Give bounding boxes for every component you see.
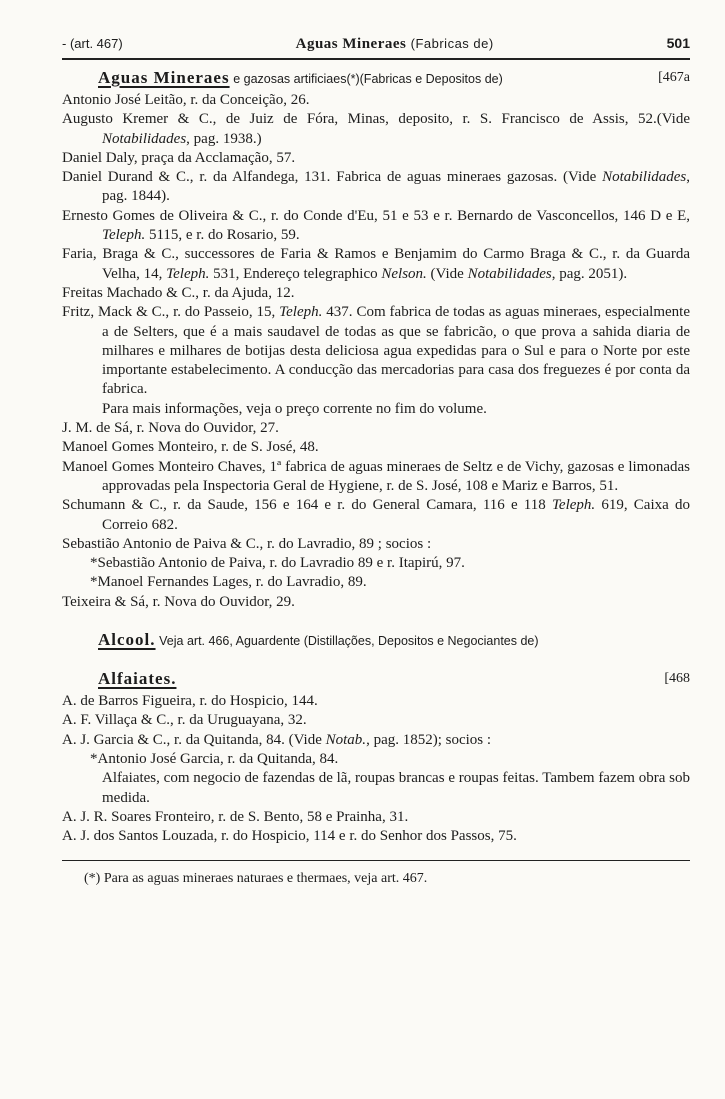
entry-text: Augusto Kremer & C., de Juiz de Fóra, Minas, deposito, r. S. Francisco de Assis, 52.(Vide [62, 111, 690, 128]
section-heading-alfaiates [62, 669, 690, 690]
entry-text: , pag. 2051). [551, 265, 628, 282]
directory-entry: Sebastião Antonio de Paiva & C., r. do Lavradio, 89 ; socios : [62, 535, 432, 552]
header-title-main: Aguas Mineraes [295, 36, 407, 52]
directory-entry: Manoel Gomes Monteiro, r. de S. José, 48. [62, 439, 319, 456]
directory-entry: Daniel Daly, praça da Acclamação, 57. [62, 149, 296, 166]
entry-text: Fritz, Mack & C., r. do Passeio, 15, [62, 304, 280, 321]
entry-text: Daniel Durand & C., r. da Alfandega, 131. Fabrica de aguas mineraes gazosas. (Vide [62, 169, 603, 186]
directory-entry: Teixeira & Sá, r. Nova do Ouvidor, 29. [62, 593, 295, 610]
entry-italic: Notabilidades [602, 169, 687, 186]
socio-entry: *Manoel Fernandes Lages, r. do Lavradio, 89. [90, 574, 367, 591]
directory-entry [62, 731, 690, 750]
entry-text: Ernesto Gomes de Oliveira & C., r. do Conde d'Eu, 51 e 53 e r. Bernardo de Vasconcellos, 146 D e E, [62, 207, 690, 224]
directory-entry [62, 110, 690, 149]
running-header [62, 30, 690, 56]
entry-text: (Vide [426, 265, 468, 282]
directory-entry: Antonio José Leitão, r. da Conceição, 26. [62, 92, 310, 108]
entry-italic: Teleph. [279, 304, 323, 321]
entry-text: Faria, Braga & C., successores de Faria & Ramos e Benjamim do Carmo Braga & C., r. da Guarda Velha, 14, [62, 246, 690, 282]
section-number: [468 [664, 671, 690, 687]
entry-text: 5115, e r. do Rosario, 59. [145, 227, 300, 244]
section-description: Veja art. 466, Aguardente (Distillações, Depositos e Negociantes de) [159, 634, 539, 649]
entry-italic: Teleph. [102, 227, 146, 244]
entry-italic: Teleph. [551, 497, 596, 514]
entry-italic: Notabilidades [102, 130, 187, 147]
entry-italic: Notabilidades [467, 265, 552, 282]
directory-entry: Freitas Machado & C., r. da Ajuda, 12. [62, 284, 295, 301]
directory-entry [62, 245, 690, 284]
entry-paragraph: Alfaiates, com negocio de fazendas de lã, roupas brancas e roupas feitas. Tambem fazem obra sob medida. [102, 770, 690, 806]
entry-text: , pag. 1844). [102, 169, 690, 205]
entry-text: Schumann & C., r. da Saude, 156 e 164 e r. do General Camara, 116 e 118 [62, 497, 552, 514]
directory-entry [62, 168, 690, 207]
directory-entry: A. F. Villaça & C., r. da Uruguayana, 32. [62, 712, 307, 729]
header-article-ref: - (art. 467) [62, 36, 123, 51]
entry-italic: Teleph. [166, 265, 210, 282]
entry-italic: Nelson. [381, 265, 427, 282]
directory-entry [62, 303, 690, 399]
directory-entry: A. J. dos Santos Louzada, r. do Hospicio, 114 e r. do Senhor dos Passos, 75. [62, 828, 517, 845]
directory-entry [62, 207, 690, 246]
entries-aguas-mineraes [62, 91, 690, 612]
entries-alfaiates [62, 692, 690, 846]
section-number: [467a [658, 70, 690, 85]
section-heading-aguas-mineraes [62, 68, 690, 89]
entry-text: , pag. 1938.) [186, 130, 262, 147]
directory-entry: A. J. R. Soares Fronteiro, r. de S. Bento, 58 e Prainha, 31. [62, 808, 409, 825]
section-title: Alcool. [98, 630, 156, 650]
page [62, 30, 690, 889]
footnote: (*) Para as aguas mineraes naturaes e thermaes, veja art. 467. [84, 871, 428, 887]
entry-text: 437. Com fabrica de todas as aguas mineraes, especialmente a de Selters, que é a mais saudavel de todas as que se fabricão, o que prova a sahida diaria de milhares e milhares de botijas desta deliciosa agua expedidas para o Sul e para o Norte por este importante estabelecimento. A conducção das mercadorias para casa dos freguezes é por conta da fabrica. [102, 304, 690, 398]
entry-text: , pag. 1852); socios : [366, 731, 492, 748]
directory-entry [62, 496, 690, 535]
section-title: Aguas Mineraes [98, 68, 230, 87]
entry-paragraph: Para mais informações, veja o preço corrente no fim do volume. [102, 400, 487, 417]
directory-entry: Manoel Gomes Monteiro Chaves, 1ª fabrica de aguas mineraes de Seltz e de Vichy, gazosas e limonadas approvadas pela Inspectoria Geral de Hygiene, r. de S. José, 108 e Mariz e Barros, 51. [62, 458, 690, 494]
footnote-rule [62, 860, 690, 861]
header-title [296, 31, 494, 57]
directory-entry: J. M. de Sá, r. Nova do Ouvidor, 27. [62, 420, 279, 437]
header-title-sub: (Fabricas de) [410, 36, 494, 51]
header-rule [62, 58, 690, 60]
entry-text: 531, Endereço telegraphico [209, 265, 382, 282]
section-description: e gazosas artificiaes(*)(Fabricas e Depositos de) [233, 72, 503, 86]
directory-entry: A. de Barros Figueira, r. do Hospicio, 144. [62, 693, 318, 710]
page-number: 501 [666, 35, 690, 51]
entry-text: A. J. Garcia & C., r. da Quitanda, 84. (Vide [62, 731, 326, 748]
socio-entry: *Sebastião Antonio de Paiva, r. do Lavradio 89 e r. Itapirú, 97. [90, 555, 465, 572]
socio-entry: *Antonio José Garcia, r. da Quitanda, 84. [90, 750, 339, 767]
entry-text: 619, Caixa do Correio 682. [102, 497, 690, 533]
entry-italic: Notab. [325, 731, 367, 748]
section-heading-alcool [62, 630, 690, 651]
section-title: Alfaiates. [98, 669, 177, 689]
